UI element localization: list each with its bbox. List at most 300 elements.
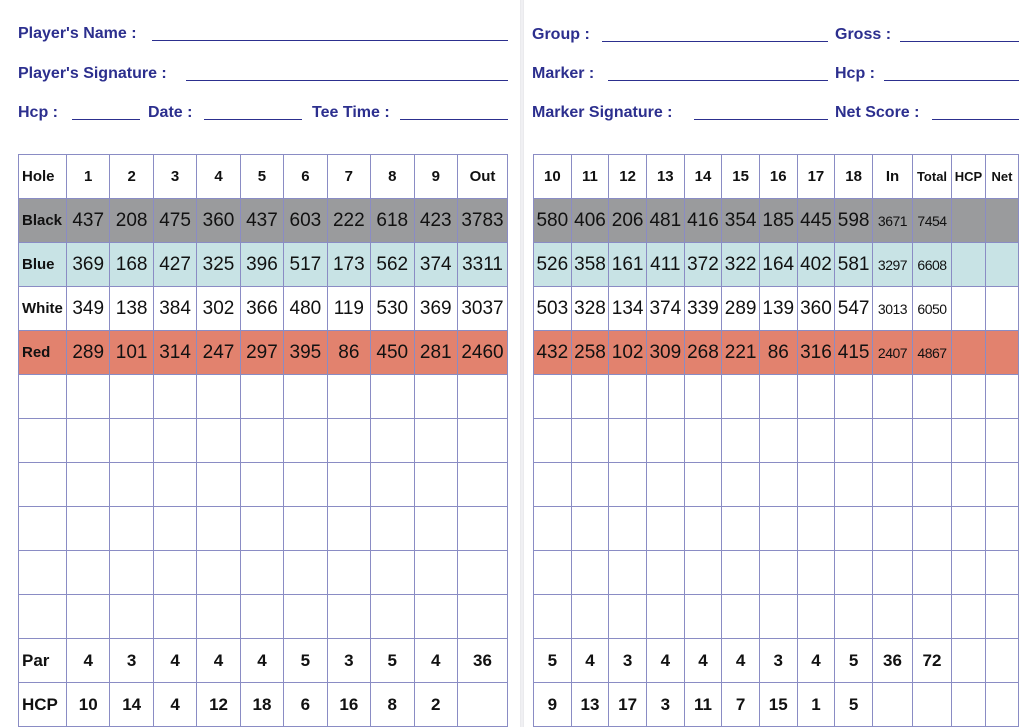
yardage-cell: 297	[240, 331, 283, 375]
score-entry-row	[19, 595, 508, 639]
yardage-cell[interactable]	[986, 287, 1019, 331]
hole-number: 10	[534, 155, 572, 199]
score-cell[interactable]	[835, 595, 873, 639]
hole-header-row	[19, 155, 508, 199]
yardage-cell[interactable]	[986, 243, 1019, 287]
yardage-cell: 164	[759, 243, 797, 287]
score-cell[interactable]	[873, 419, 913, 463]
hcp-cell: 5	[835, 683, 873, 727]
score-cell[interactable]	[797, 419, 835, 463]
hole-number: 15	[722, 155, 760, 199]
yardage-cell[interactable]	[986, 199, 1019, 243]
yardage-cell: 437	[240, 199, 283, 243]
yardage-cell: 360	[797, 287, 835, 331]
score-cell[interactable]	[284, 507, 327, 551]
yardage-cell: 309	[646, 331, 684, 375]
score-cell[interactable]	[458, 463, 508, 507]
player-signature-field[interactable]	[186, 80, 508, 81]
score-cell[interactable]	[534, 551, 572, 595]
score-entry-row	[534, 419, 1019, 463]
yardage-cell: 222	[327, 199, 370, 243]
hole-number: 1	[67, 155, 110, 199]
score-cell[interactable]	[371, 419, 414, 463]
hcp-cell: 10	[67, 683, 110, 727]
score-cell[interactable]	[684, 463, 722, 507]
yardage-cell: 221	[722, 331, 760, 375]
yardage-cell: 618	[371, 199, 414, 243]
yardage-cell: 372	[684, 243, 722, 287]
score-cell[interactable]	[284, 551, 327, 595]
score-cell[interactable]	[952, 551, 986, 595]
score-cell[interactable]	[240, 375, 283, 419]
front-nine-scorecard	[18, 154, 508, 727]
score-cell[interactable]	[722, 419, 760, 463]
hole-number: HCP	[952, 155, 986, 199]
score-cell[interactable]	[414, 375, 458, 419]
hcp-row-label: HCP	[19, 683, 67, 727]
score-cell[interactable]	[327, 551, 370, 595]
group-label: Group :	[532, 26, 590, 43]
score-cell[interactable]	[646, 551, 684, 595]
score-cell[interactable]	[684, 507, 722, 551]
hcp-cell	[913, 683, 952, 727]
tee-name: White	[19, 287, 67, 331]
score-cell[interactable]	[414, 507, 458, 551]
yardage-cell: 423	[414, 199, 458, 243]
yardage-cell: 3037	[458, 287, 508, 331]
yardage-cell: 2407	[873, 331, 913, 375]
yardage-cell[interactable]	[952, 243, 986, 287]
hole-number: 6	[284, 155, 327, 199]
yardage-cell: 603	[284, 199, 327, 243]
yardage-cell: 258	[571, 331, 609, 375]
score-entry-row	[534, 595, 1019, 639]
yardage-cell[interactable]	[986, 331, 1019, 375]
score-cell[interactable]	[534, 419, 572, 463]
hcp-cell: 6	[284, 683, 327, 727]
hole-number: In	[873, 155, 913, 199]
score-cell[interactable]	[873, 551, 913, 595]
yardage-cell[interactable]	[952, 287, 986, 331]
yardage-cell: 86	[759, 331, 797, 375]
yardage-cell: 7454	[913, 199, 952, 243]
score-cell[interactable]	[327, 375, 370, 419]
score-cell[interactable]	[197, 551, 240, 595]
score-cell[interactable]	[797, 507, 835, 551]
par-cell: 4	[153, 639, 196, 683]
hole-label: Hole	[19, 155, 67, 199]
net-score-field[interactable]	[932, 119, 1019, 120]
yardage-cell: 349	[67, 287, 110, 331]
score-cell[interactable]	[110, 595, 153, 639]
player-name-field[interactable]	[152, 40, 508, 41]
score-cell[interactable]	[986, 375, 1019, 419]
yardage-cell: 369	[67, 243, 110, 287]
par-cell: 36	[873, 639, 913, 683]
score-cell[interactable]	[913, 551, 952, 595]
score-cell[interactable]	[414, 595, 458, 639]
hole-number: 3	[153, 155, 196, 199]
score-cell[interactable]	[913, 507, 952, 551]
hole-number: Net	[986, 155, 1019, 199]
score-cell[interactable]	[684, 595, 722, 639]
yardage-cell: 339	[684, 287, 722, 331]
hole-number: 11	[571, 155, 609, 199]
score-cell[interactable]	[67, 463, 110, 507]
score-cell[interactable]	[873, 507, 913, 551]
score-entry-row	[534, 463, 1019, 507]
score-cell[interactable]	[19, 595, 67, 639]
score-cell[interactable]	[240, 463, 283, 507]
score-cell[interactable]	[110, 507, 153, 551]
score-cell[interactable]	[371, 595, 414, 639]
score-cell[interactable]	[458, 595, 508, 639]
marker-signature-field[interactable]	[694, 119, 828, 120]
yardage-cell: 185	[759, 199, 797, 243]
score-cell[interactable]	[835, 419, 873, 463]
score-cell[interactable]	[67, 551, 110, 595]
score-cell[interactable]	[986, 507, 1019, 551]
marker-label: Marker :	[532, 65, 595, 82]
score-cell[interactable]	[371, 507, 414, 551]
score-cell[interactable]	[458, 507, 508, 551]
par-cell: 5	[371, 639, 414, 683]
score-cell[interactable]	[571, 507, 609, 551]
score-cell[interactable]	[684, 551, 722, 595]
score-cell[interactable]	[110, 551, 153, 595]
score-cell[interactable]	[684, 375, 722, 419]
yardage-cell[interactable]	[952, 331, 986, 375]
par-cell: 72	[913, 639, 952, 683]
yardage-cell: 358	[571, 243, 609, 287]
score-cell[interactable]	[153, 551, 196, 595]
score-cell[interactable]	[414, 463, 458, 507]
yardage-cell: 101	[110, 331, 153, 375]
score-cell[interactable]	[986, 595, 1019, 639]
yardage-cell: 475	[153, 199, 196, 243]
yardage-cell[interactable]	[952, 199, 986, 243]
score-cell[interactable]	[153, 419, 196, 463]
yardage-cell: 366	[240, 287, 283, 331]
gross-field[interactable]	[900, 41, 1019, 42]
score-cell[interactable]	[534, 375, 572, 419]
score-cell[interactable]	[986, 419, 1019, 463]
score-cell[interactable]	[986, 463, 1019, 507]
par-cell: 4	[571, 639, 609, 683]
score-cell[interactable]	[797, 375, 835, 419]
hcp-cell: 17	[609, 683, 647, 727]
score-cell[interactable]	[67, 507, 110, 551]
date-field[interactable]	[204, 119, 302, 120]
score-cell[interactable]	[197, 375, 240, 419]
hole-number: Total	[913, 155, 952, 199]
score-cell[interactable]	[797, 463, 835, 507]
par-cell: 5	[835, 639, 873, 683]
hcp-cell: 11	[684, 683, 722, 727]
yardage-cell: 503	[534, 287, 572, 331]
score-cell[interactable]	[19, 551, 67, 595]
tee-name: Blue	[19, 243, 67, 287]
score-cell[interactable]	[722, 463, 760, 507]
marker-hcp-label: Hcp :	[835, 65, 875, 82]
score-cell[interactable]	[19, 375, 67, 419]
hcp-cell: 3	[646, 683, 684, 727]
score-cell[interactable]	[284, 375, 327, 419]
score-cell[interactable]	[571, 375, 609, 419]
hcp-cell	[986, 683, 1019, 727]
score-cell[interactable]	[913, 419, 952, 463]
hcp-cell: 1	[797, 683, 835, 727]
score-cell[interactable]	[197, 595, 240, 639]
score-entry-row	[19, 463, 508, 507]
score-cell[interactable]	[284, 463, 327, 507]
yardage-cell: 247	[197, 331, 240, 375]
date-label: Date :	[148, 104, 193, 121]
yardage-cell: 369	[414, 287, 458, 331]
yardage-cell: 3013	[873, 287, 913, 331]
score-cell[interactable]	[759, 595, 797, 639]
par-cell: 36	[458, 639, 508, 683]
score-cell[interactable]	[458, 375, 508, 419]
score-cell[interactable]	[240, 507, 283, 551]
tee-name: Red	[19, 331, 67, 375]
hcp-field[interactable]	[72, 119, 140, 120]
score-cell[interactable]	[19, 507, 67, 551]
hole-number: 5	[240, 155, 283, 199]
par-cell: 4	[722, 639, 760, 683]
score-cell[interactable]	[67, 419, 110, 463]
score-cell[interactable]	[797, 551, 835, 595]
hcp-cell: 14	[110, 683, 153, 727]
score-cell[interactable]	[759, 419, 797, 463]
yardage-cell: 3311	[458, 243, 508, 287]
score-cell[interactable]	[722, 507, 760, 551]
hcp-cell	[458, 683, 508, 727]
score-cell[interactable]	[284, 419, 327, 463]
score-cell[interactable]	[110, 375, 153, 419]
tee-time-field[interactable]	[400, 119, 508, 120]
score-cell[interactable]	[371, 463, 414, 507]
score-cell[interactable]	[240, 595, 283, 639]
score-cell[interactable]	[646, 419, 684, 463]
score-cell[interactable]	[284, 595, 327, 639]
hcp-cell: 7	[722, 683, 760, 727]
par-cell: 5	[284, 639, 327, 683]
score-cell[interactable]	[414, 419, 458, 463]
yardage-cell: 134	[609, 287, 647, 331]
score-entry-row	[19, 419, 508, 463]
score-cell[interactable]	[240, 551, 283, 595]
yardage-cell: 547	[835, 287, 873, 331]
score-cell[interactable]	[986, 551, 1019, 595]
par-cell	[986, 639, 1019, 683]
score-cell[interactable]	[571, 595, 609, 639]
tee-row-black	[534, 199, 1019, 243]
yardage-cell: 6050	[913, 287, 952, 331]
score-cell[interactable]	[19, 463, 67, 507]
score-cell[interactable]	[609, 419, 647, 463]
yardage-cell: 384	[153, 287, 196, 331]
score-cell[interactable]	[609, 507, 647, 551]
yardage-cell: 328	[571, 287, 609, 331]
hole-number: 13	[646, 155, 684, 199]
score-cell[interactable]	[327, 595, 370, 639]
score-cell[interactable]	[722, 551, 760, 595]
yardage-cell: 415	[835, 331, 873, 375]
score-cell[interactable]	[534, 463, 572, 507]
hcp-cell: 13	[571, 683, 609, 727]
yardage-cell: 206	[609, 199, 647, 243]
par-cell: 4	[240, 639, 283, 683]
par-cell: 3	[110, 639, 153, 683]
hcp-cell: 15	[759, 683, 797, 727]
yardage-cell: 138	[110, 287, 153, 331]
score-cell[interactable]	[646, 375, 684, 419]
score-cell[interactable]	[646, 463, 684, 507]
yardage-cell: 517	[284, 243, 327, 287]
par-cell: 3	[609, 639, 647, 683]
yardage-cell: 302	[197, 287, 240, 331]
yardage-cell: 354	[722, 199, 760, 243]
tee-row-blue	[19, 243, 508, 287]
score-cell[interactable]	[197, 463, 240, 507]
score-cell[interactable]	[240, 419, 283, 463]
score-cell[interactable]	[759, 375, 797, 419]
score-cell[interactable]	[952, 463, 986, 507]
hole-number: 9	[414, 155, 458, 199]
yardage-cell: 3297	[873, 243, 913, 287]
score-cell[interactable]	[609, 595, 647, 639]
par-cell: 4	[197, 639, 240, 683]
score-cell[interactable]	[534, 595, 572, 639]
tee-row-blue	[534, 243, 1019, 287]
score-cell[interactable]	[759, 463, 797, 507]
tee-row-red	[19, 331, 508, 375]
score-cell[interactable]	[571, 463, 609, 507]
score-cell[interactable]	[458, 551, 508, 595]
score-cell[interactable]	[913, 375, 952, 419]
score-cell[interactable]	[571, 551, 609, 595]
score-cell[interactable]	[327, 507, 370, 551]
yardage-cell: 86	[327, 331, 370, 375]
par-cell	[952, 639, 986, 683]
score-cell[interactable]	[835, 551, 873, 595]
score-cell[interactable]	[327, 419, 370, 463]
score-cell[interactable]	[67, 375, 110, 419]
score-cell[interactable]	[759, 551, 797, 595]
par-cell: 4	[797, 639, 835, 683]
par-cell: 4	[684, 639, 722, 683]
score-cell[interactable]	[759, 507, 797, 551]
score-cell[interactable]	[835, 463, 873, 507]
marker-hcp-field[interactable]	[884, 80, 1019, 81]
yardage-cell: 416	[684, 199, 722, 243]
score-cell[interactable]	[197, 507, 240, 551]
marker-signature-label: Marker Signature :	[532, 104, 673, 121]
hole-number: 2	[110, 155, 153, 199]
score-entry-row	[19, 507, 508, 551]
score-cell[interactable]	[19, 419, 67, 463]
score-cell[interactable]	[371, 551, 414, 595]
hole-header-row	[534, 155, 1019, 199]
score-cell[interactable]	[873, 463, 913, 507]
score-cell[interactable]	[722, 595, 760, 639]
score-cell[interactable]	[913, 595, 952, 639]
score-cell[interactable]	[952, 375, 986, 419]
hole-number: 12	[609, 155, 647, 199]
yardage-cell: 402	[797, 243, 835, 287]
hole-number: Out	[458, 155, 508, 199]
yardage-cell: 581	[835, 243, 873, 287]
score-cell[interactable]	[873, 375, 913, 419]
score-cell[interactable]	[722, 375, 760, 419]
hole-number: 16	[759, 155, 797, 199]
yardage-cell: 598	[835, 199, 873, 243]
score-cell[interactable]	[952, 419, 986, 463]
score-cell[interactable]	[952, 507, 986, 551]
score-cell[interactable]	[371, 375, 414, 419]
score-cell[interactable]	[110, 419, 153, 463]
yardage-cell: 3783	[458, 199, 508, 243]
score-cell[interactable]	[153, 375, 196, 419]
group-field[interactable]	[602, 41, 828, 42]
score-cell[interactable]	[609, 463, 647, 507]
score-cell[interactable]	[110, 463, 153, 507]
hcp-cell: 2	[414, 683, 458, 727]
score-cell[interactable]	[534, 507, 572, 551]
score-cell[interactable]	[197, 419, 240, 463]
par-cell: 5	[534, 639, 572, 683]
yardage-cell: 562	[371, 243, 414, 287]
hcp-row	[19, 683, 508, 727]
score-cell[interactable]	[609, 551, 647, 595]
score-cell[interactable]	[835, 507, 873, 551]
score-cell[interactable]	[327, 463, 370, 507]
score-cell[interactable]	[153, 595, 196, 639]
marker-field[interactable]	[608, 80, 828, 81]
score-cell[interactable]	[646, 595, 684, 639]
yardage-cell: 450	[371, 331, 414, 375]
score-cell[interactable]	[414, 551, 458, 595]
yardage-cell: 395	[284, 331, 327, 375]
yardage-cell: 289	[722, 287, 760, 331]
player-name-label: Player's Name :	[18, 25, 137, 42]
hole-number: 14	[684, 155, 722, 199]
player-signature-label: Player's Signature :	[18, 65, 167, 82]
score-entry-row	[534, 551, 1019, 595]
score-cell[interactable]	[609, 375, 647, 419]
hcp-row	[534, 683, 1019, 727]
score-cell[interactable]	[646, 507, 684, 551]
score-cell[interactable]	[952, 595, 986, 639]
score-cell[interactable]	[153, 463, 196, 507]
score-cell[interactable]	[153, 507, 196, 551]
score-cell[interactable]	[67, 595, 110, 639]
yardage-cell: 281	[414, 331, 458, 375]
score-cell[interactable]	[873, 595, 913, 639]
score-cell[interactable]	[835, 375, 873, 419]
score-cell[interactable]	[571, 419, 609, 463]
score-cell[interactable]	[913, 463, 952, 507]
score-cell[interactable]	[684, 419, 722, 463]
hcp-cell	[873, 683, 913, 727]
score-cell[interactable]	[458, 419, 508, 463]
yardage-cell: 530	[371, 287, 414, 331]
score-entry-row	[534, 507, 1019, 551]
score-cell[interactable]	[797, 595, 835, 639]
yardage-cell: 526	[534, 243, 572, 287]
back-nine-panel	[524, 0, 1024, 727]
